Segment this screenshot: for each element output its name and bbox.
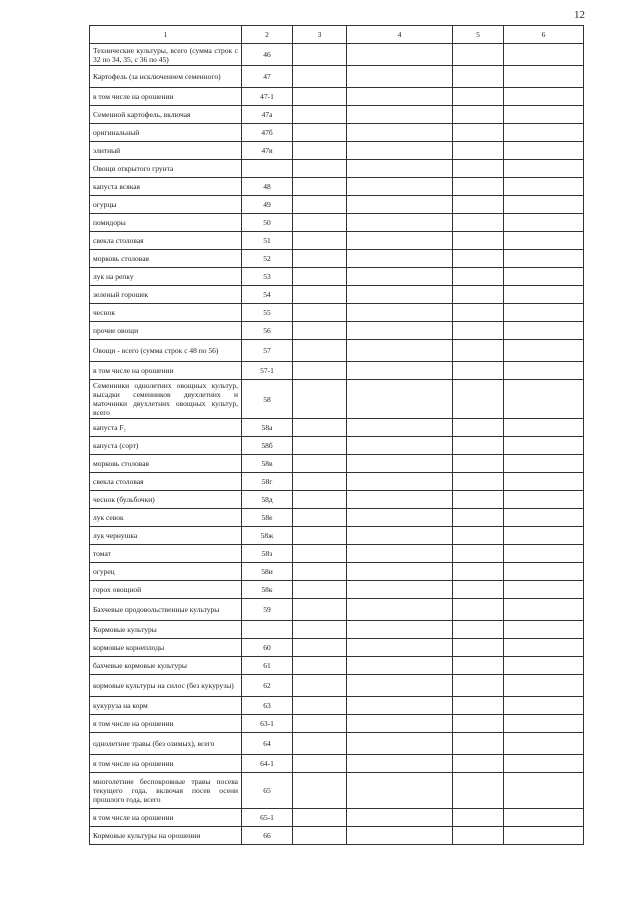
value-cell[interactable]: [347, 473, 453, 491]
table-row: [90, 340, 584, 362]
value-cell[interactable]: [453, 455, 504, 473]
value-cell[interactable]: [347, 827, 453, 845]
value-cell[interactable]: [347, 809, 453, 827]
value-cell[interactable]: [453, 437, 504, 455]
value-cell[interactable]: [453, 66, 504, 88]
value-cell[interactable]: [504, 66, 584, 88]
value-cell[interactable]: [453, 755, 504, 773]
value-cell[interactable]: [347, 621, 453, 639]
row-label: элитный: [90, 142, 242, 160]
value-cell[interactable]: [293, 214, 347, 232]
value-cell[interactable]: [504, 773, 584, 809]
row-code: [242, 160, 293, 178]
value-cell[interactable]: [347, 268, 453, 286]
value-cell[interactable]: [504, 304, 584, 322]
row-code: 60: [242, 639, 293, 657]
value-cell[interactable]: [504, 715, 584, 733]
value-cell[interactable]: [347, 419, 453, 437]
table-row: [90, 437, 584, 455]
column-header: 5: [453, 26, 504, 44]
table-row: [90, 44, 584, 66]
column-header: 2: [242, 26, 293, 44]
value-cell[interactable]: [453, 214, 504, 232]
table-row: [90, 657, 584, 675]
value-cell[interactable]: [347, 581, 453, 599]
row-label: Кормовые культуры: [90, 621, 242, 639]
table-row: [90, 715, 584, 733]
value-cell[interactable]: [453, 509, 504, 527]
table-row: [90, 196, 584, 214]
value-cell[interactable]: [453, 196, 504, 214]
value-cell[interactable]: [347, 160, 453, 178]
value-cell[interactable]: [504, 196, 584, 214]
row-label: многолетние беспокровные травы посева текущего года, включая посев осени прошлого года, всего: [90, 773, 242, 809]
value-cell[interactable]: [293, 581, 347, 599]
row-label: в том числе на орошении: [90, 362, 242, 380]
column-header: 1: [90, 26, 242, 44]
value-cell[interactable]: [504, 250, 584, 268]
row-code: 47: [242, 66, 293, 88]
value-cell[interactable]: [504, 509, 584, 527]
value-cell[interactable]: [453, 340, 504, 362]
table-row: [90, 733, 584, 755]
value-cell[interactable]: [453, 362, 504, 380]
value-cell[interactable]: [453, 581, 504, 599]
value-cell[interactable]: [504, 527, 584, 545]
value-cell[interactable]: [453, 160, 504, 178]
value-cell[interactable]: [504, 675, 584, 697]
row-label: Семенники однолетних овощных культур, высадки семенников двухлетних и маточники двухлетних овощных культур, всего: [90, 380, 242, 419]
crop-area-table: [89, 25, 584, 845]
row-label: морковь столовая: [90, 455, 242, 473]
value-cell[interactable]: [504, 581, 584, 599]
row-label: прочие овощи: [90, 322, 242, 340]
value-cell[interactable]: [504, 563, 584, 581]
row-label: Картофель (за исключением семенного): [90, 66, 242, 88]
row-code: 61: [242, 657, 293, 675]
table-row: [90, 232, 584, 250]
row-label: лук севок: [90, 509, 242, 527]
row-label: кукуруза на корм: [90, 697, 242, 715]
table-row: [90, 214, 584, 232]
row-label: зеленый горошек: [90, 286, 242, 304]
value-cell[interactable]: [453, 250, 504, 268]
row-code: 47а: [242, 106, 293, 124]
value-cell[interactable]: [504, 214, 584, 232]
value-cell[interactable]: [504, 639, 584, 657]
value-cell[interactable]: [347, 196, 453, 214]
table-row: [90, 675, 584, 697]
table-row: [90, 178, 584, 196]
table-row: [90, 322, 584, 340]
table-row: [90, 621, 584, 639]
row-code: 58а: [242, 419, 293, 437]
value-cell[interactable]: [453, 419, 504, 437]
row-code: 48: [242, 178, 293, 196]
value-cell[interactable]: [293, 455, 347, 473]
value-cell[interactable]: [504, 286, 584, 304]
value-cell[interactable]: [504, 362, 584, 380]
table-row: [90, 697, 584, 715]
value-cell[interactable]: [347, 599, 453, 621]
value-cell[interactable]: [293, 268, 347, 286]
table-row: [90, 455, 584, 473]
value-cell[interactable]: [504, 697, 584, 715]
value-cell[interactable]: [347, 142, 453, 160]
value-cell[interactable]: [293, 142, 347, 160]
value-cell[interactable]: [504, 455, 584, 473]
value-cell[interactable]: [453, 809, 504, 827]
row-code: 47в: [242, 142, 293, 160]
value-cell[interactable]: [453, 473, 504, 491]
value-cell[interactable]: [347, 639, 453, 657]
row-label: капуста всякая: [90, 178, 242, 196]
row-label: в том числе на орошении: [90, 715, 242, 733]
row-code: 47б: [242, 124, 293, 142]
value-cell[interactable]: [347, 527, 453, 545]
value-cell[interactable]: [504, 657, 584, 675]
table-row: [90, 527, 584, 545]
row-label: горох овощной: [90, 581, 242, 599]
table-row: [90, 419, 584, 437]
value-cell[interactable]: [453, 491, 504, 509]
row-label: свекла столовая: [90, 232, 242, 250]
value-cell[interactable]: [347, 88, 453, 106]
value-cell[interactable]: [293, 473, 347, 491]
value-cell[interactable]: [453, 527, 504, 545]
value-cell[interactable]: [293, 639, 347, 657]
row-label: помидоры: [90, 214, 242, 232]
row-label: лук на репку: [90, 268, 242, 286]
row-code: [242, 621, 293, 639]
value-cell[interactable]: [293, 106, 347, 124]
value-cell[interactable]: [453, 563, 504, 581]
value-cell[interactable]: [347, 44, 453, 66]
value-cell[interactable]: [293, 362, 347, 380]
row-code: 46: [242, 44, 293, 66]
value-cell[interactable]: [453, 545, 504, 563]
row-code: 59: [242, 599, 293, 621]
value-cell[interactable]: [347, 715, 453, 733]
row-label: кормовые культуры на силос (без кукурузы): [90, 675, 242, 697]
value-cell[interactable]: [453, 733, 504, 755]
value-cell[interactable]: [293, 657, 347, 675]
value-cell[interactable]: [293, 196, 347, 214]
value-cell[interactable]: [504, 545, 584, 563]
table-row: [90, 124, 584, 142]
value-cell[interactable]: [504, 322, 584, 340]
value-cell[interactable]: [347, 657, 453, 675]
row-code: 56: [242, 322, 293, 340]
row-code: 66: [242, 827, 293, 845]
row-label: свекла столовая: [90, 473, 242, 491]
row-label: Кормовые культуры на орошении: [90, 827, 242, 845]
value-cell[interactable]: [347, 66, 453, 88]
value-cell[interactable]: [293, 340, 347, 362]
value-cell[interactable]: [347, 340, 453, 362]
value-cell[interactable]: [347, 563, 453, 581]
value-cell[interactable]: [504, 621, 584, 639]
table-row: [90, 809, 584, 827]
row-code: 64: [242, 733, 293, 755]
row-code: 53: [242, 268, 293, 286]
value-cell[interactable]: [293, 124, 347, 142]
value-cell[interactable]: [504, 232, 584, 250]
value-cell[interactable]: [347, 214, 453, 232]
value-cell[interactable]: [347, 733, 453, 755]
row-label: лук чернушка: [90, 527, 242, 545]
value-cell[interactable]: [453, 621, 504, 639]
value-cell[interactable]: [347, 106, 453, 124]
column-header: 6: [504, 26, 584, 44]
value-cell[interactable]: [453, 44, 504, 66]
row-label: капуста (сорт): [90, 437, 242, 455]
value-cell[interactable]: [453, 599, 504, 621]
row-code: 54: [242, 286, 293, 304]
value-cell[interactable]: [504, 142, 584, 160]
row-code: 58ж: [242, 527, 293, 545]
row-code: 52: [242, 250, 293, 268]
value-cell[interactable]: [504, 599, 584, 621]
value-cell[interactable]: [453, 773, 504, 809]
table-row: [90, 362, 584, 380]
table-row: [90, 755, 584, 773]
row-code: 64-1: [242, 755, 293, 773]
table-row: [90, 304, 584, 322]
value-cell[interactable]: [504, 268, 584, 286]
row-code: 51: [242, 232, 293, 250]
value-cell[interactable]: [293, 250, 347, 268]
value-cell[interactable]: [504, 809, 584, 827]
row-code: 49: [242, 196, 293, 214]
value-cell[interactable]: [347, 545, 453, 563]
value-cell[interactable]: [453, 675, 504, 697]
row-label: в том числе на орошении: [90, 88, 242, 106]
value-cell[interactable]: [504, 419, 584, 437]
table-row: [90, 106, 584, 124]
row-code: 58: [242, 380, 293, 419]
row-label: томат: [90, 545, 242, 563]
value-cell[interactable]: [347, 755, 453, 773]
table-row: [90, 250, 584, 268]
value-cell[interactable]: [453, 232, 504, 250]
row-code: 57: [242, 340, 293, 362]
value-cell[interactable]: [347, 773, 453, 809]
value-cell[interactable]: [504, 755, 584, 773]
value-cell[interactable]: [504, 437, 584, 455]
value-cell[interactable]: [453, 142, 504, 160]
value-cell[interactable]: [293, 621, 347, 639]
value-cell[interactable]: [347, 322, 453, 340]
value-cell[interactable]: [293, 827, 347, 845]
value-cell[interactable]: [293, 715, 347, 733]
row-label: Овощи - всего (сумма строк с 48 по 56): [90, 340, 242, 362]
row-code: 58в: [242, 455, 293, 473]
table-row: [90, 581, 584, 599]
value-cell[interactable]: [293, 733, 347, 755]
value-cell[interactable]: [504, 88, 584, 106]
value-cell[interactable]: [347, 380, 453, 419]
row-code: 47-1: [242, 88, 293, 106]
row-label: огурцы: [90, 196, 242, 214]
value-cell[interactable]: [453, 715, 504, 733]
column-header: 3: [293, 26, 347, 44]
table-row: [90, 563, 584, 581]
row-code: 62: [242, 675, 293, 697]
value-cell[interactable]: [293, 527, 347, 545]
table-row: [90, 473, 584, 491]
value-cell[interactable]: [293, 755, 347, 773]
value-cell[interactable]: [453, 322, 504, 340]
value-cell[interactable]: [293, 178, 347, 196]
row-code: 58е: [242, 509, 293, 527]
row-label: морковь столовая: [90, 250, 242, 268]
value-cell[interactable]: [347, 178, 453, 196]
value-cell[interactable]: [504, 827, 584, 845]
row-code: 58б: [242, 437, 293, 455]
row-label: чеснок: [90, 304, 242, 322]
value-cell[interactable]: [293, 697, 347, 715]
value-cell[interactable]: [347, 362, 453, 380]
value-cell[interactable]: [504, 340, 584, 362]
value-cell[interactable]: [453, 286, 504, 304]
value-cell[interactable]: [293, 419, 347, 437]
value-cell[interactable]: [293, 44, 347, 66]
table-row: [90, 160, 584, 178]
row-code: 58и: [242, 563, 293, 581]
value-cell[interactable]: [347, 286, 453, 304]
value-cell[interactable]: [293, 809, 347, 827]
value-cell[interactable]: [293, 675, 347, 697]
value-cell[interactable]: [453, 106, 504, 124]
column-number-row: [90, 26, 584, 44]
value-cell[interactable]: [504, 733, 584, 755]
row-label: однолетние травы (без озимых), всего: [90, 733, 242, 755]
table-row: [90, 545, 584, 563]
row-label: капуста F₁: [90, 419, 242, 437]
value-cell[interactable]: [293, 232, 347, 250]
value-cell[interactable]: [453, 639, 504, 657]
value-cell[interactable]: [453, 697, 504, 715]
value-cell[interactable]: [453, 178, 504, 196]
table-row: [90, 268, 584, 286]
value-cell[interactable]: [293, 304, 347, 322]
value-cell[interactable]: [293, 322, 347, 340]
value-cell[interactable]: [293, 773, 347, 809]
value-cell[interactable]: [293, 491, 347, 509]
value-cell[interactable]: [293, 286, 347, 304]
value-cell[interactable]: [504, 124, 584, 142]
value-cell[interactable]: [504, 491, 584, 509]
row-label: в том числе на орошении: [90, 809, 242, 827]
value-cell[interactable]: [453, 268, 504, 286]
row-label: огурец: [90, 563, 242, 581]
row-label: Бахчевые продовольственные культуры: [90, 599, 242, 621]
value-cell[interactable]: [347, 304, 453, 322]
value-cell[interactable]: [453, 88, 504, 106]
value-cell[interactable]: [347, 250, 453, 268]
row-code: 55: [242, 304, 293, 322]
value-cell[interactable]: [504, 473, 584, 491]
value-cell[interactable]: [293, 545, 347, 563]
value-cell[interactable]: [504, 380, 584, 419]
value-cell[interactable]: [293, 563, 347, 581]
value-cell[interactable]: [347, 491, 453, 509]
row-code: 58д: [242, 491, 293, 509]
row-code: 58г: [242, 473, 293, 491]
row-code: 63-1: [242, 715, 293, 733]
row-code: 58з: [242, 545, 293, 563]
column-header: 4: [347, 26, 453, 44]
table-row: [90, 88, 584, 106]
value-cell[interactable]: [293, 66, 347, 88]
table-row: [90, 639, 584, 657]
row-label: оригинальный: [90, 124, 242, 142]
value-cell[interactable]: [453, 827, 504, 845]
value-cell[interactable]: [347, 124, 453, 142]
row-code: 57-1: [242, 362, 293, 380]
row-label: в том числе на орошении: [90, 755, 242, 773]
value-cell[interactable]: [504, 106, 584, 124]
row-label: Семенной картофель, включая: [90, 106, 242, 124]
row-label: Технические культуры, всего (сумма строк с 32 по 34, 35, с 36 по 45): [90, 44, 242, 66]
table-row: [90, 380, 584, 419]
table-row: [90, 827, 584, 845]
row-code: 65: [242, 773, 293, 809]
value-cell[interactable]: [293, 88, 347, 106]
value-cell[interactable]: [347, 437, 453, 455]
row-label: бахчевые кормовые культуры: [90, 657, 242, 675]
table-row: [90, 66, 584, 88]
row-label: чеснок (бульбочки): [90, 491, 242, 509]
value-cell[interactable]: [453, 304, 504, 322]
table-row: [90, 142, 584, 160]
value-cell[interactable]: [293, 437, 347, 455]
table-row: [90, 491, 584, 509]
value-cell[interactable]: [347, 697, 453, 715]
row-code: 63: [242, 697, 293, 715]
row-code: 50: [242, 214, 293, 232]
value-cell[interactable]: [504, 160, 584, 178]
value-cell[interactable]: [347, 455, 453, 473]
table-row: [90, 599, 584, 621]
table-row: [90, 773, 584, 809]
row-label: кормовые корнеплоды: [90, 639, 242, 657]
value-cell[interactable]: [453, 657, 504, 675]
row-label: Овощи открытого грунта: [90, 160, 242, 178]
value-cell[interactable]: [293, 599, 347, 621]
value-cell[interactable]: [347, 509, 453, 527]
value-cell[interactable]: [293, 160, 347, 178]
value-cell[interactable]: [453, 124, 504, 142]
value-cell[interactable]: [293, 380, 347, 419]
row-code: 65-1: [242, 809, 293, 827]
value-cell[interactable]: [504, 44, 584, 66]
value-cell[interactable]: [504, 178, 584, 196]
value-cell[interactable]: [347, 675, 453, 697]
table-row: [90, 286, 584, 304]
page-number: 12: [574, 9, 585, 21]
value-cell[interactable]: [293, 509, 347, 527]
value-cell[interactable]: [347, 232, 453, 250]
row-code: 58к: [242, 581, 293, 599]
table-row: [90, 509, 584, 527]
value-cell[interactable]: [453, 380, 504, 419]
